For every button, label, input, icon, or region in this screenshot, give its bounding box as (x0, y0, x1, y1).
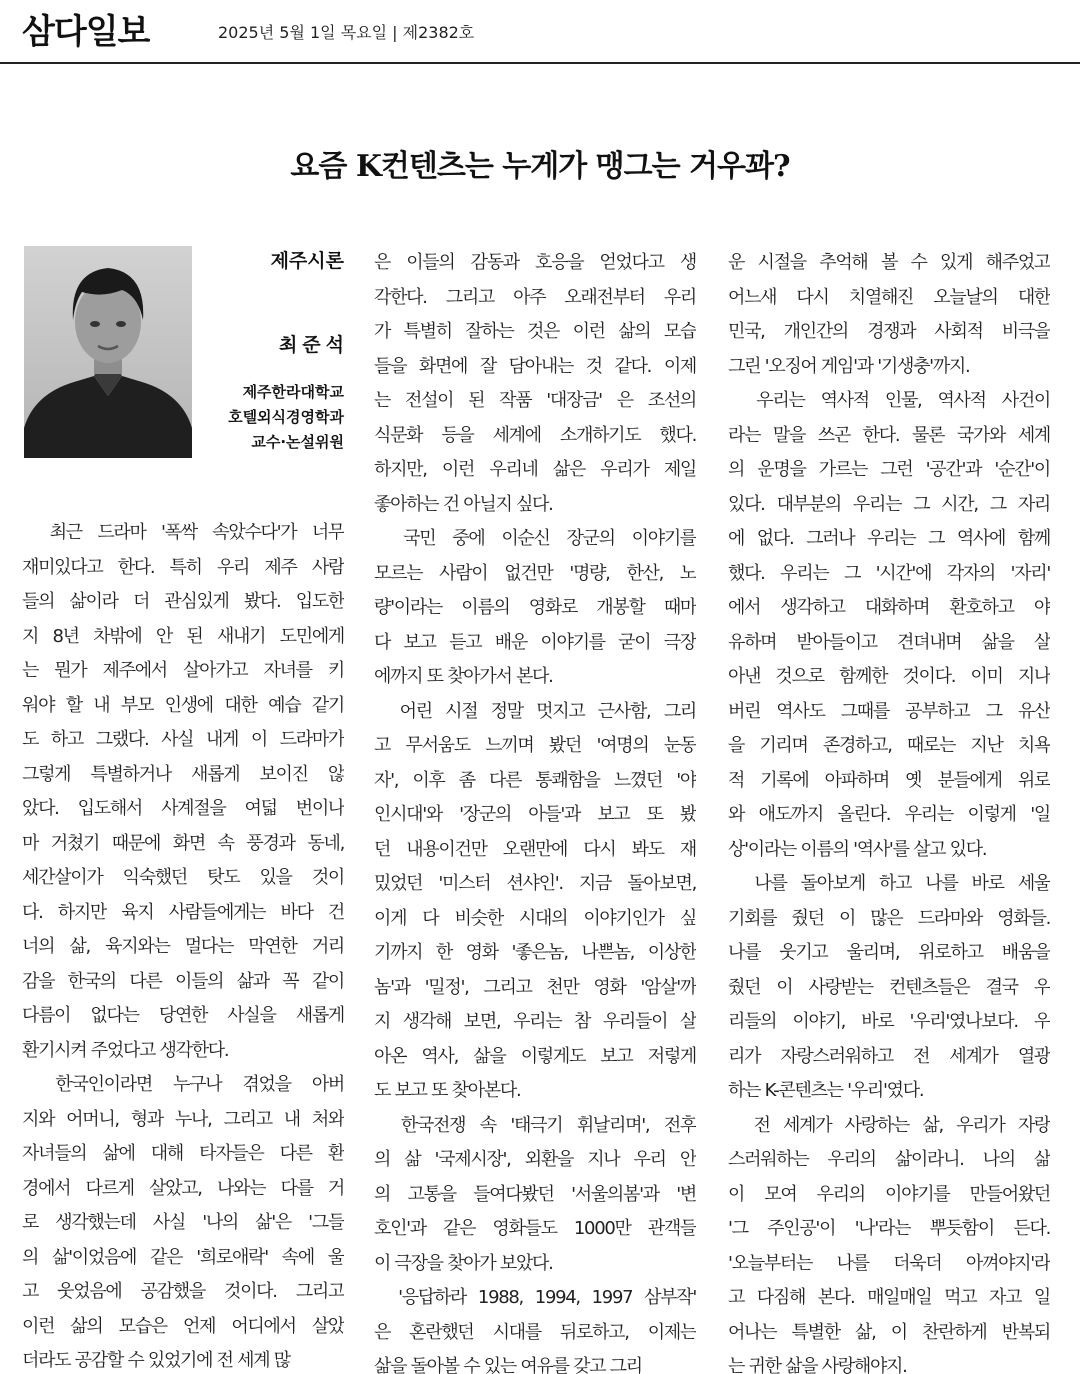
article-text-line: 고 무서움도 느끼며 봤던 '여명의 눈동 (374, 735, 696, 756)
article-text-line: 어린 시절 정말 멋지고 근사함, 그리 (374, 700, 696, 722)
article-text-line: '그 주인공'이 '나'라는 뿌듯함이 든다. (728, 1218, 1050, 1239)
affiliation-line: 교수·논설위원 (251, 433, 344, 451)
article-text-line: 에 없다. 그러나 우리는 그 역사에 함께 (728, 528, 1050, 549)
article-text-line: 다름이 없다는 당연한 사실을 새롭게 (22, 1005, 344, 1026)
author-affiliation (200, 380, 344, 455)
article-text-line: 호인'과 같은 영화들도 1000만 관객들 (374, 1218, 696, 1239)
article-text-line: 나를 돌아보게 하고 나를 바로 세울 (728, 873, 1050, 894)
article-text-line: 가 특별히 잘하는 것은 이런 삶의 모습 (374, 321, 696, 342)
article-text-line: 식문화 등을 세계에 소개하기도 했다. (374, 424, 696, 446)
article-text-line: 어느새 다시 치열해진 오늘날의 대한 (728, 286, 1050, 308)
article-text-line: 로 생각했는데 사실 '나의 삶'은 '그들 (22, 1212, 344, 1233)
article-text-line: 도 보고 또 찾아본다. (374, 1080, 521, 1101)
article-text-line: 자녀들의 삶에 대해 타자들은 다른 환 (22, 1143, 344, 1164)
article-text-line: 량'이라는 이름의 영화로 개봉할 때마 (374, 597, 696, 618)
article-text-line: 고 웃었음에 공감했을 것이다. 그리고 (22, 1281, 344, 1302)
article-text-line: 좋아하는 건 아닐지 싶다. (374, 493, 553, 515)
article-text-line: '응답하라 1988, 1994, 1997 삼부작' (374, 1287, 696, 1308)
article-text-line: 인시대'와 '장군의 아들'과 보고 또 봤 (374, 804, 696, 825)
issue-dateline: 2025년 5월 1일 목요일 | 제2382호 (218, 23, 475, 42)
article-text-line: 감을 한국의 다른 이들의 삶과 꼭 같이 (22, 970, 344, 992)
article-text-line: 스러워하는 우리의 삶이라니. 나의 삶 (728, 1149, 1050, 1170)
article-text-line: 재미있다고 한다. 특히 우리 제주 사람 (22, 556, 344, 578)
author-name: 최준석 (278, 334, 349, 356)
article-text-line: 하지만, 이런 우리네 삶은 우리가 제일 (374, 459, 696, 480)
article-column-2 (374, 246, 696, 1374)
article-text-line: 도 하고 그랬다. 사실 내게 이 드라마가 (22, 729, 344, 750)
article-text-line: 은 이들의 감동과 호응을 얻었다고 생 (374, 252, 696, 273)
article-text-line: 은 혼란했던 시대를 뒤로하고, 이제는 (374, 1321, 696, 1343)
article-text-line: 이게 다 비슷한 시대의 이야기인가 싶 (374, 907, 696, 929)
article-text-line: 놈'과 '밀정', 그리고 천만 영화 '암살'까 (374, 976, 696, 998)
article-text-line: 더라도 공감할 수 있었기에 전 세계 많 (22, 1350, 290, 1371)
article-text-line: 우리는 역사적 인물, 역사적 사건이 (728, 390, 1050, 411)
article-column-3 (728, 246, 1050, 1374)
article-column-1 (22, 516, 344, 1374)
article-text-line: 한국인이라면 누구나 겪었을 아버 (22, 1074, 344, 1095)
article-text-line: 의 운명을 가르는 그런 '공간'과 '순간'이 (728, 459, 1050, 480)
article-text-line: 버린 역사도 그때를 공부하고 그 유산 (728, 700, 1050, 722)
article-text-line: 고 다짐해 본다. 매일매일 먹고 자고 일 (728, 1287, 1050, 1308)
article-text-line: 상'이라는 이름의 '역사'를 살고 있다. (728, 838, 987, 860)
article-text-line: 워야 할 내 부모 인생에 대한 예습 같기 (22, 694, 344, 716)
affiliation-line: 호텔외식경영학과 (228, 408, 344, 426)
article-text-line: 들의 삶이라 더 관심있게 봤다. 입도한 (22, 591, 344, 612)
article-text-line: 의 삶'이었음에 같은 '희로애락' 속에 울 (22, 1246, 344, 1268)
article-text-line: 다 보고 듣고 배운 이야기를 굳이 극장 (374, 631, 696, 653)
article-text-line: '오늘부터는 나를 더욱더 아껴야지'라 (728, 1252, 1050, 1274)
article-text-line: 이 모여 우리의 이야기를 만들어왔던 (728, 1183, 1050, 1205)
article-text-line: 에까지 또 찾아가서 본다. (374, 666, 553, 687)
article-text-line: 마 거쳤기 때문에 화면 속 풍경과 동네, (22, 832, 344, 854)
article-text-line: 경에서 다르게 살았고, 나와는 다를 거 (22, 1177, 344, 1199)
article-text-line: 기까지 한 영화 '좋은놈, 나쁜놈, 이상한 (374, 942, 696, 963)
article-text-line: 는 귀한 삶을 사랑해야지. (728, 1356, 907, 1374)
article-text-line: 아낸 것으로 함께한 것이다. 이미 지나 (728, 666, 1050, 687)
masthead (0, 0, 1080, 62)
article-text-line: 와 애도까지 올린다. 우리는 이렇게 '일 (728, 804, 1050, 825)
column-name: 제주시론 (270, 250, 344, 272)
article-text-line: 아온 역사, 삶을 이렇게도 보고 저렇게 (374, 1045, 696, 1067)
article-text-line: 나를 웃기고 울리며, 위로하고 배움을 (728, 942, 1050, 963)
article-text-line: 라는 말을 쓰곤 한다. 물론 국가와 세계 (728, 424, 1050, 446)
article-text-line: 그렇게 특별하거나 새롭게 보이진 않 (22, 763, 344, 785)
article-text-line: 민국, 개인간의 경쟁과 사회적 비극을 (728, 321, 1050, 342)
article-text-line: 기회를 줬던 이 많은 드라마와 영화들. (728, 907, 1050, 929)
article-text-line: 유하며 받아들이고 견뎌내며 삶을 살 (728, 631, 1050, 653)
article-text-line: 다. 하지만 육지 사람들에게는 바다 건 (22, 901, 344, 923)
article-text-line: 너의 삶, 육지와는 멀다는 막연한 거리 (22, 936, 344, 957)
affiliation-line: 제주한라대학교 (242, 383, 344, 401)
article-text-line: 최근 드라마 '폭싹 속았수다'가 너무 (22, 522, 344, 543)
article-text-line: 지 생각해 보면, 우리는 참 우리들이 살 (374, 1011, 696, 1032)
article-text-line: 자', 이후 좀 다른 통쾌함을 느꼈던 '야 (374, 769, 696, 791)
article-text-line: 어나는 특별한 삶, 이 찬란하게 반복되 (728, 1321, 1050, 1343)
article-text-line: 그린 '오징어 게임'과 '기생충'까지. (728, 355, 970, 377)
article-text-line: 했다. 우리는 그 '시간'에 각자의 '자리' (728, 562, 1050, 584)
article-text-line: 밌었던 '미스터 션샤인'. 지금 돌아보면, (374, 873, 696, 894)
article-text-line: 의 삶 '국제시장', 외환을 지나 우리 안 (374, 1149, 696, 1170)
article-text-line: 하는 K-콘텐츠는 '우리'였다. (728, 1080, 924, 1101)
article-text-line: 지 8년 차밖에 안 된 새내기 도민에게 (22, 625, 344, 647)
article-text-line: 들을 화면에 잘 담아내는 것 같다. 이제 (374, 355, 696, 377)
article-text-line: 이 극장을 찾아가 보았다. (374, 1252, 553, 1274)
article-text-line: 을 기리며 존경하고, 때로는 지난 치욕 (728, 735, 1050, 756)
article-text-line: 한국전쟁 속 '태극기 휘날리며', 전후 (374, 1114, 696, 1136)
article-text-line: 리가 자랑스러워하고 전 세계가 열광 (728, 1045, 1050, 1067)
article-text-line: 는 뭔가 제주에서 살아가고 자녀를 키 (22, 660, 344, 681)
article-text-line: 환기시켜 주었다고 생각한다. (22, 1039, 229, 1061)
article-text-line: 의 고통을 들여다봤던 '서울의봄'과 '변 (374, 1183, 696, 1205)
article-headline: 요즘 K컨텐츠는 누게가 맹그는 거우꽈? (290, 149, 790, 184)
article-text-line: 삶을 돌아볼 수 있는 여유를 갖고 그리 (374, 1356, 642, 1374)
article-text-line: 국민 중에 이순신 장군의 이야기를 (374, 528, 696, 549)
article-text-line: 는 전설이 된 작품 '대장금' 은 조선의 (374, 390, 696, 411)
article-text-line: 지와 어머니, 형과 누나, 그리고 내 처와 (22, 1108, 344, 1130)
author-photo (24, 246, 192, 458)
article-text-line: 리들의 이야기, 바로 '우리'였나보다. 우 (728, 1011, 1050, 1032)
article-text-line: 던 내용이건만 오랜만에 다시 봐도 재 (374, 838, 696, 860)
article-text-line: 았다. 입도해서 사계절을 여덟 번이나 (22, 798, 344, 819)
byline (200, 246, 349, 455)
article-text-line: 적 기록에 아파하며 옛 분들에게 위로 (728, 769, 1050, 791)
article-text-line: 이런 삶의 모습은 언제 어디에서 살았 (22, 1315, 344, 1337)
article-text-line: 있다. 대부분의 우리는 그 시간, 그 자리 (728, 493, 1050, 515)
article-text-line: 세간살이가 익숙했던 탓도 있을 것이 (22, 867, 344, 888)
newspaper-logo[interactable]: 삼다일보 (22, 12, 150, 52)
masthead-divider (0, 62, 1080, 64)
article-text-line: 에서 생각하고 대화하며 환호하고 야 (728, 597, 1050, 618)
article-text-line: 모르는 사람이 없건만 '명량, 한산, 노 (374, 562, 696, 584)
article-text-line: 줬던 이 사랑받는 컨텐츠들은 결국 우 (728, 976, 1050, 998)
article-text-line: 운 시절을 추억해 볼 수 있게 해주었고 (728, 252, 1050, 273)
article-text-line: 전 세계가 사랑하는 삶, 우리가 자랑 (728, 1114, 1050, 1136)
article-text-line: 각한다. 그리고 아주 오래전부터 우리 (374, 286, 696, 308)
